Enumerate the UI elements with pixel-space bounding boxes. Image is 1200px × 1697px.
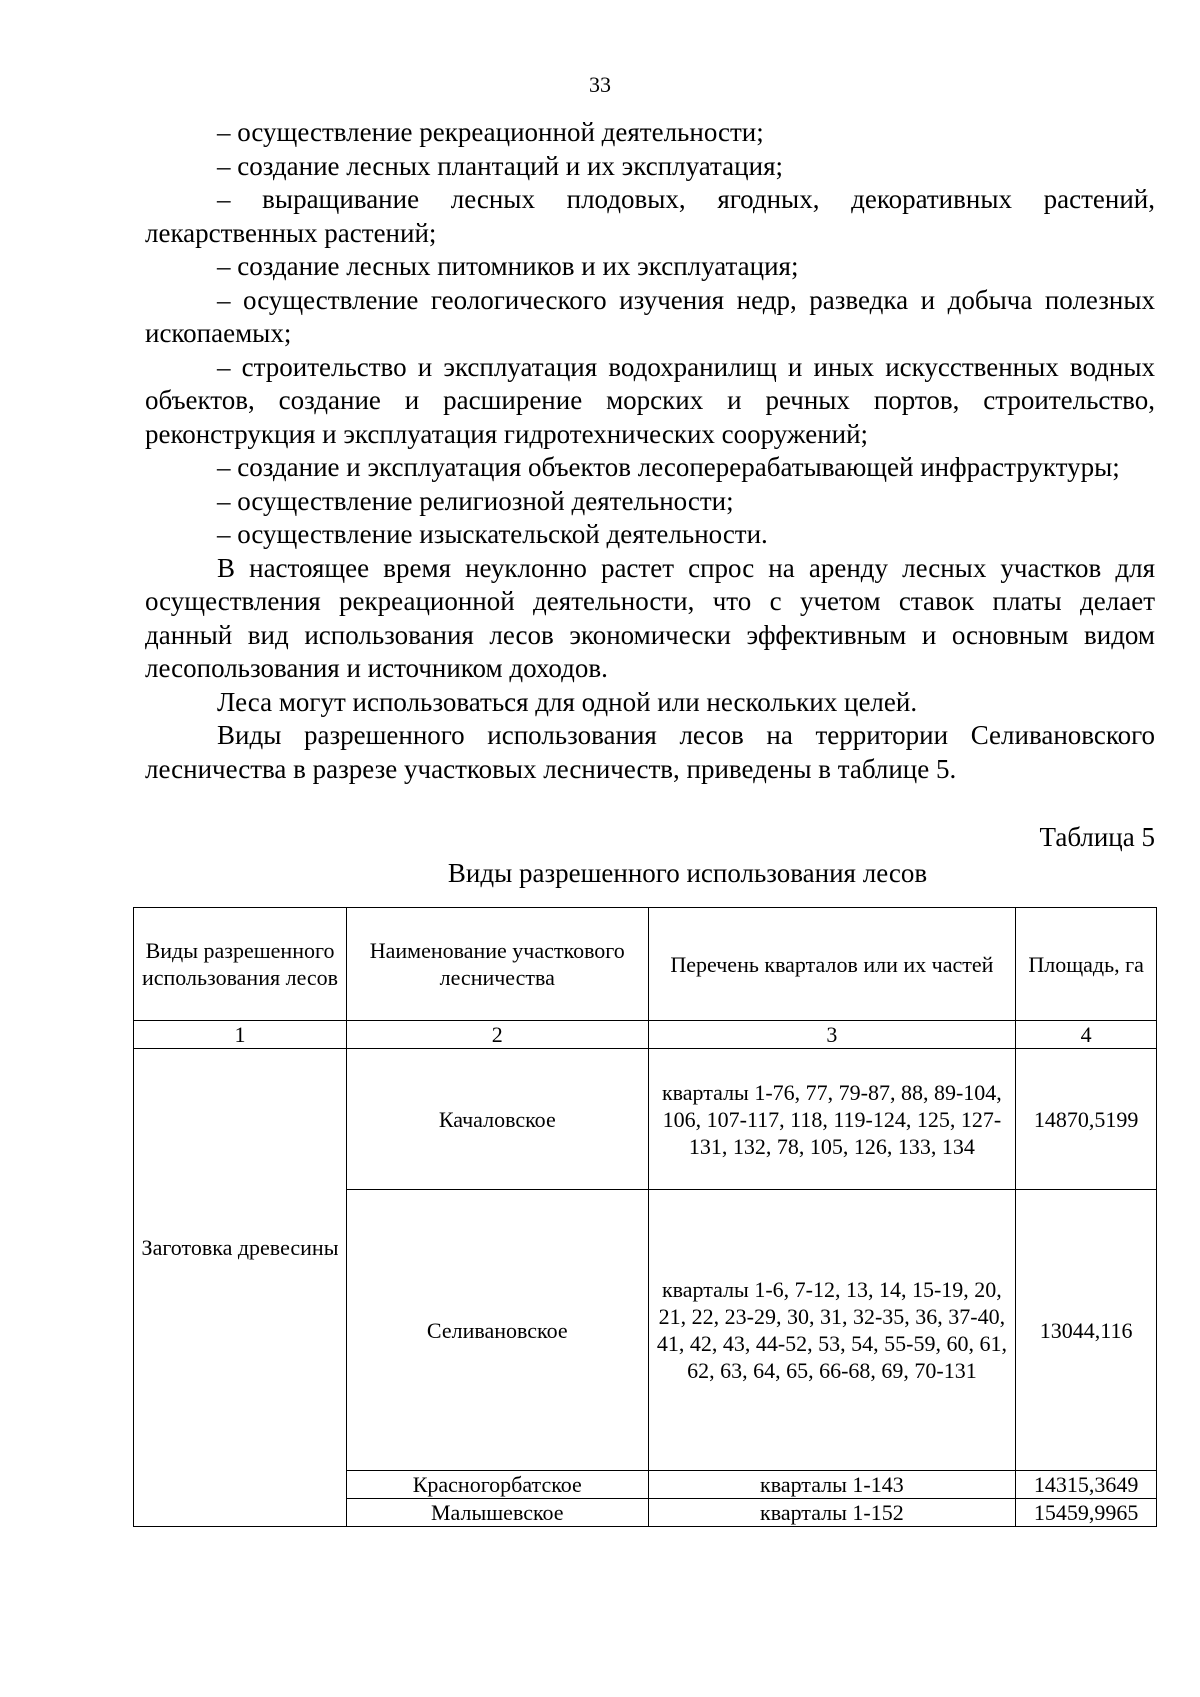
header-usage-kind: Виды разрешенного использования лесов bbox=[134, 908, 347, 1021]
paragraph: В настоящее время неуклонно растет спрос на аренду лесных участков для осуществления рекреационной деятельности, что с учетом ставок платы делает данный вид использования лесов экономически эффективным и основным видом лесопользования и источником доходов. bbox=[145, 552, 1155, 683]
forestry-cell: Красногорбатское bbox=[347, 1471, 648, 1499]
area-cell: 14315,3649 bbox=[1016, 1471, 1157, 1499]
header-quarters: Перечень кварталов или их частей bbox=[648, 908, 1016, 1021]
quarters-cell: кварталы 1-143 bbox=[648, 1471, 1016, 1499]
area-cell: 15459,9965 bbox=[1016, 1499, 1157, 1527]
table-title: Виды разрешенного использования лесов bbox=[447, 858, 928, 888]
body-text bbox=[145, 116, 1155, 786]
column-number: 2 bbox=[347, 1021, 648, 1049]
column-number: 1 bbox=[134, 1021, 347, 1049]
paragraph: – создание лесных плантаций и их эксплуатация; bbox=[217, 150, 783, 181]
header-area: Площадь, га bbox=[1016, 908, 1157, 1021]
paragraph: – строительство и эксплуатация водохранилищ и иных искусственных водных объектов, создание и расширение морских и речных портов, строительство, реконструкция и эксплуатация гидротехнических сооружений; bbox=[145, 351, 1155, 449]
paragraph: – создание лесных питомников и их эксплуатация; bbox=[217, 251, 799, 281]
forestry-cell: Селивановское bbox=[347, 1190, 648, 1471]
table-header-row bbox=[134, 908, 1157, 1021]
usage-kind-cell bbox=[134, 1049, 347, 1527]
page-number: 33 bbox=[589, 72, 611, 97]
area-cell: 13044,116 bbox=[1016, 1190, 1157, 1471]
paragraph: – создание и эксплуатация объектов лесоперерабатывающей инфраструктуры; bbox=[217, 452, 1120, 482]
quarters-cell: кварталы 1-6, 7-12, 13, 14, 15-19, 20, 21, 22, 23-29, 30, 31, 32-35, 36, 37-40, 41, 42, 43, 44-52, 53, 54, 55-59, 60, 61, 62, 63, 64, 65, 66-68, 69, 70-131 bbox=[648, 1190, 1016, 1471]
paragraph: Леса могут использоваться для одной или нескольких целей. bbox=[217, 686, 918, 717]
column-number-row bbox=[134, 1021, 1157, 1049]
paragraph: – выращивание лесных плодовых, ягодных, декоративных растений, лекарственных растений; bbox=[145, 184, 1155, 248]
table-row bbox=[134, 1049, 1157, 1190]
area-cell: 14870,5199 bbox=[1016, 1049, 1157, 1190]
usage-table bbox=[133, 907, 1157, 1527]
paragraph: – осуществление геологического изучения недр, разведка и добыча полезных ископаемых; bbox=[145, 284, 1155, 348]
column-number: 4 bbox=[1016, 1021, 1157, 1049]
paragraph: – осуществление рекреационной деятельности; bbox=[217, 117, 764, 147]
paragraph: – осуществление изыскательской деятельности. bbox=[217, 519, 768, 549]
forestry-cell: Качаловское bbox=[347, 1049, 648, 1190]
table-label: Таблица 5 bbox=[1039, 822, 1155, 852]
quarters-cell: кварталы 1-76, 77, 79-87, 88, 89-104, 106, 107-117, 118, 119-124, 125, 127-131, 132, 78, 105, 126, 133, 134 bbox=[648, 1049, 1016, 1190]
paragraph: – осуществление религиозной деятельности; bbox=[217, 485, 734, 516]
forestry-cell: Малышевское bbox=[347, 1499, 648, 1527]
usage-kind-text: Заготовка древесины bbox=[141, 1235, 339, 1260]
column-number: 3 bbox=[648, 1021, 1016, 1049]
quarters-cell: кварталы 1-152 bbox=[648, 1499, 1016, 1527]
header-forestry: Наименование участкового лесничества bbox=[347, 908, 648, 1021]
paragraph: Виды разрешенного использования лесов на территории Селивановского лесничества в разрезе участковых лесничеств, приведены в таблице 5. bbox=[145, 720, 1155, 784]
